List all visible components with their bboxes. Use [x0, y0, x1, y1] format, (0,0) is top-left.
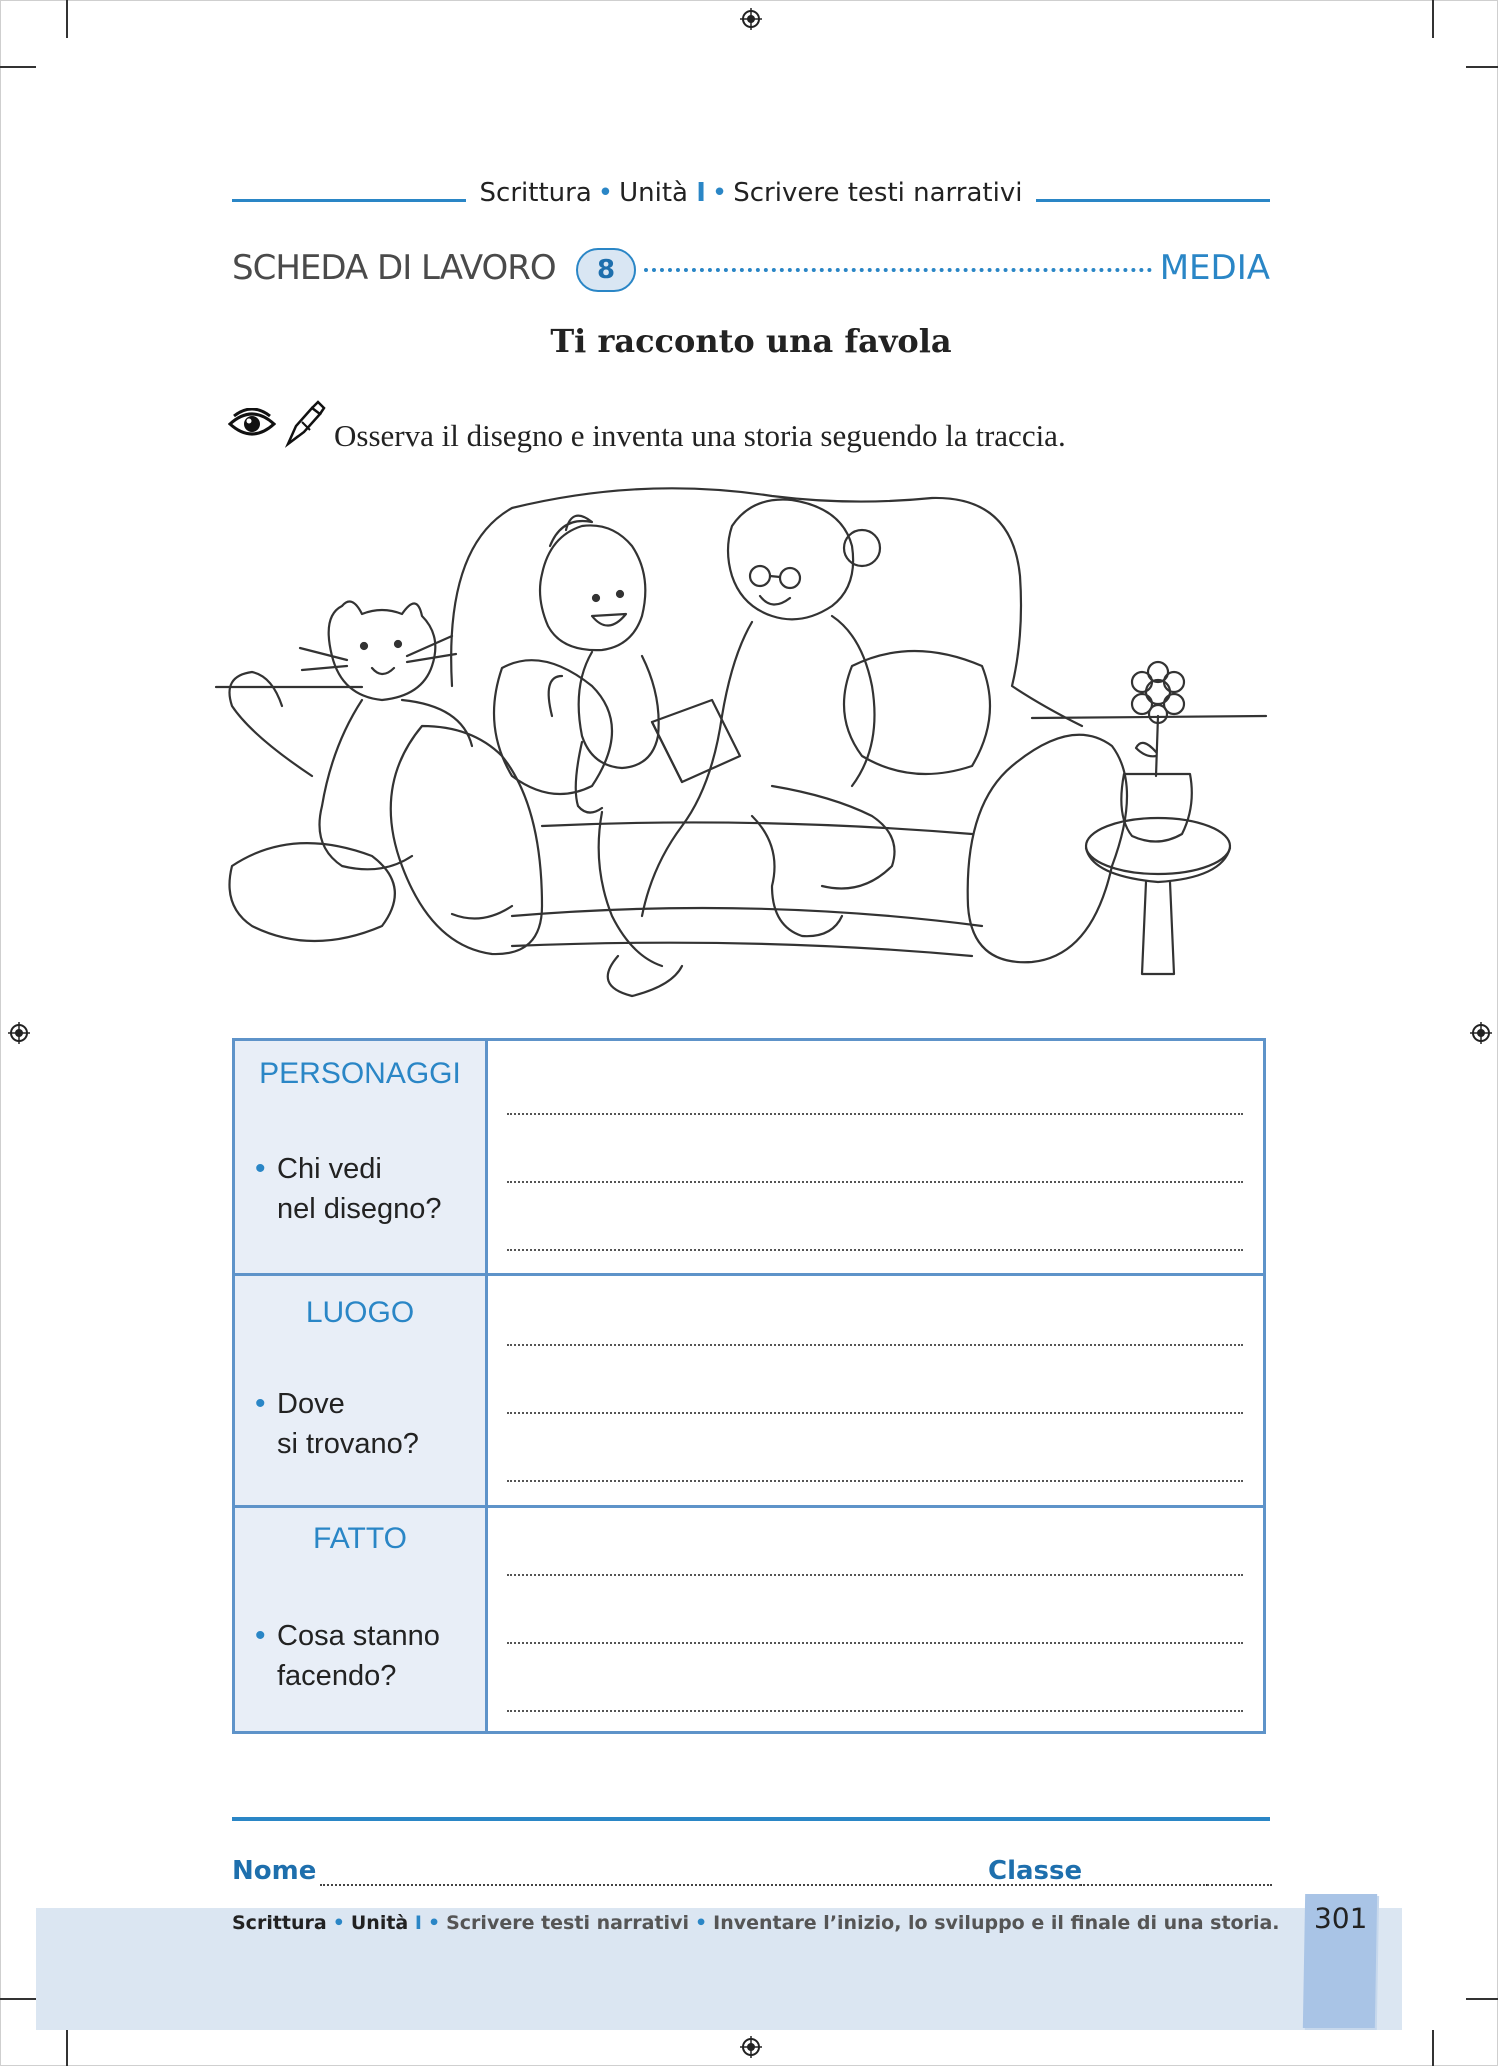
writing-line[interactable]: [507, 1710, 1243, 1712]
row-heading: FATTO: [313, 1522, 407, 1555]
crop-mark: [1466, 66, 1498, 68]
header-subject: Scrittura: [479, 178, 592, 208]
table-row: [235, 1505, 1263, 1731]
registration-mark-icon: [740, 2036, 762, 2058]
table-row: [235, 1041, 1263, 1273]
crop-mark: [0, 66, 36, 68]
header-unit-label: Unità: [619, 178, 688, 208]
row-question: • Chi vedi nel disegno?: [255, 1149, 497, 1229]
worksheet-label: SCHEDA DI LAVORO: [232, 248, 556, 288]
row-question: • Dove si trovano?: [255, 1384, 497, 1464]
page-number-tab: [1303, 1894, 1377, 2028]
page-number: 301: [1313, 1902, 1368, 1935]
table-row: [235, 1273, 1263, 1505]
writing-line[interactable]: [507, 1574, 1243, 1576]
header-topic: Scrivere testi narrativi: [733, 178, 1023, 208]
writing-line[interactable]: [507, 1412, 1243, 1414]
difficulty-level: MEDIA: [1159, 248, 1270, 288]
registration-mark-icon: [1470, 1022, 1492, 1044]
eye-icon: [228, 408, 276, 440]
crop-mark: [1432, 2030, 1434, 2066]
instruction-text: Osserva il disegno e inventa una storia seguendo la traccia.: [334, 418, 1066, 453]
registration-mark-icon: [740, 8, 762, 30]
name-class-fields: [232, 1856, 1272, 1896]
crop-mark: [1466, 1998, 1498, 2000]
crop-mark: [1432, 0, 1434, 38]
row-question: • Cosa stanno facendo?: [255, 1616, 497, 1696]
row-heading: PERSONAGGI: [259, 1057, 461, 1090]
footer-band: [36, 1908, 1402, 2030]
class-field[interactable]: [1080, 1884, 1272, 1886]
registration-mark-icon: [8, 1022, 30, 1044]
worksheet-heading: [232, 246, 1270, 296]
running-header: Scrittura • Unità I • Scrivere testi narrativi: [232, 178, 1270, 222]
story-outline-table: [232, 1038, 1266, 1734]
crop-mark: [66, 2030, 68, 2066]
crop-mark: [0, 1998, 36, 2000]
name-label: Nome: [232, 1856, 317, 1886]
row-heading: LUOGO: [305, 1296, 415, 1329]
row-label-cell: [235, 1276, 488, 1505]
footer-band-text: Scrittura • Unità I • Scrivere testi narrativi • Inventare l’inizio, lo sviluppo e il finale di una storia.: [232, 1912, 1280, 1934]
header-unit-number: I: [696, 178, 706, 208]
writing-line[interactable]: [507, 1642, 1243, 1644]
instruction: [228, 400, 1278, 456]
writing-line[interactable]: [507, 1480, 1243, 1482]
bullet-icon: •: [255, 1387, 266, 1420]
bullet-icon: •: [255, 1619, 266, 1652]
dotted-leader: [644, 268, 1152, 272]
writing-line[interactable]: [507, 1344, 1243, 1346]
page-title: Ti racconto una favola: [550, 322, 952, 360]
writing-line[interactable]: [507, 1249, 1243, 1251]
writing-line[interactable]: [507, 1113, 1243, 1115]
bullet-icon: •: [255, 1152, 266, 1185]
crop-mark: [66, 0, 68, 38]
pen-icon: [282, 400, 326, 448]
footer-rule: [232, 1817, 1270, 1821]
class-label: Classe: [988, 1856, 1083, 1886]
row-label-cell: [235, 1041, 488, 1273]
writing-line[interactable]: [507, 1181, 1243, 1183]
row-label-cell: [235, 1508, 488, 1731]
illustration-grandmother-reading: [212, 486, 1278, 1010]
worksheet-number-badge: 8: [576, 248, 636, 292]
